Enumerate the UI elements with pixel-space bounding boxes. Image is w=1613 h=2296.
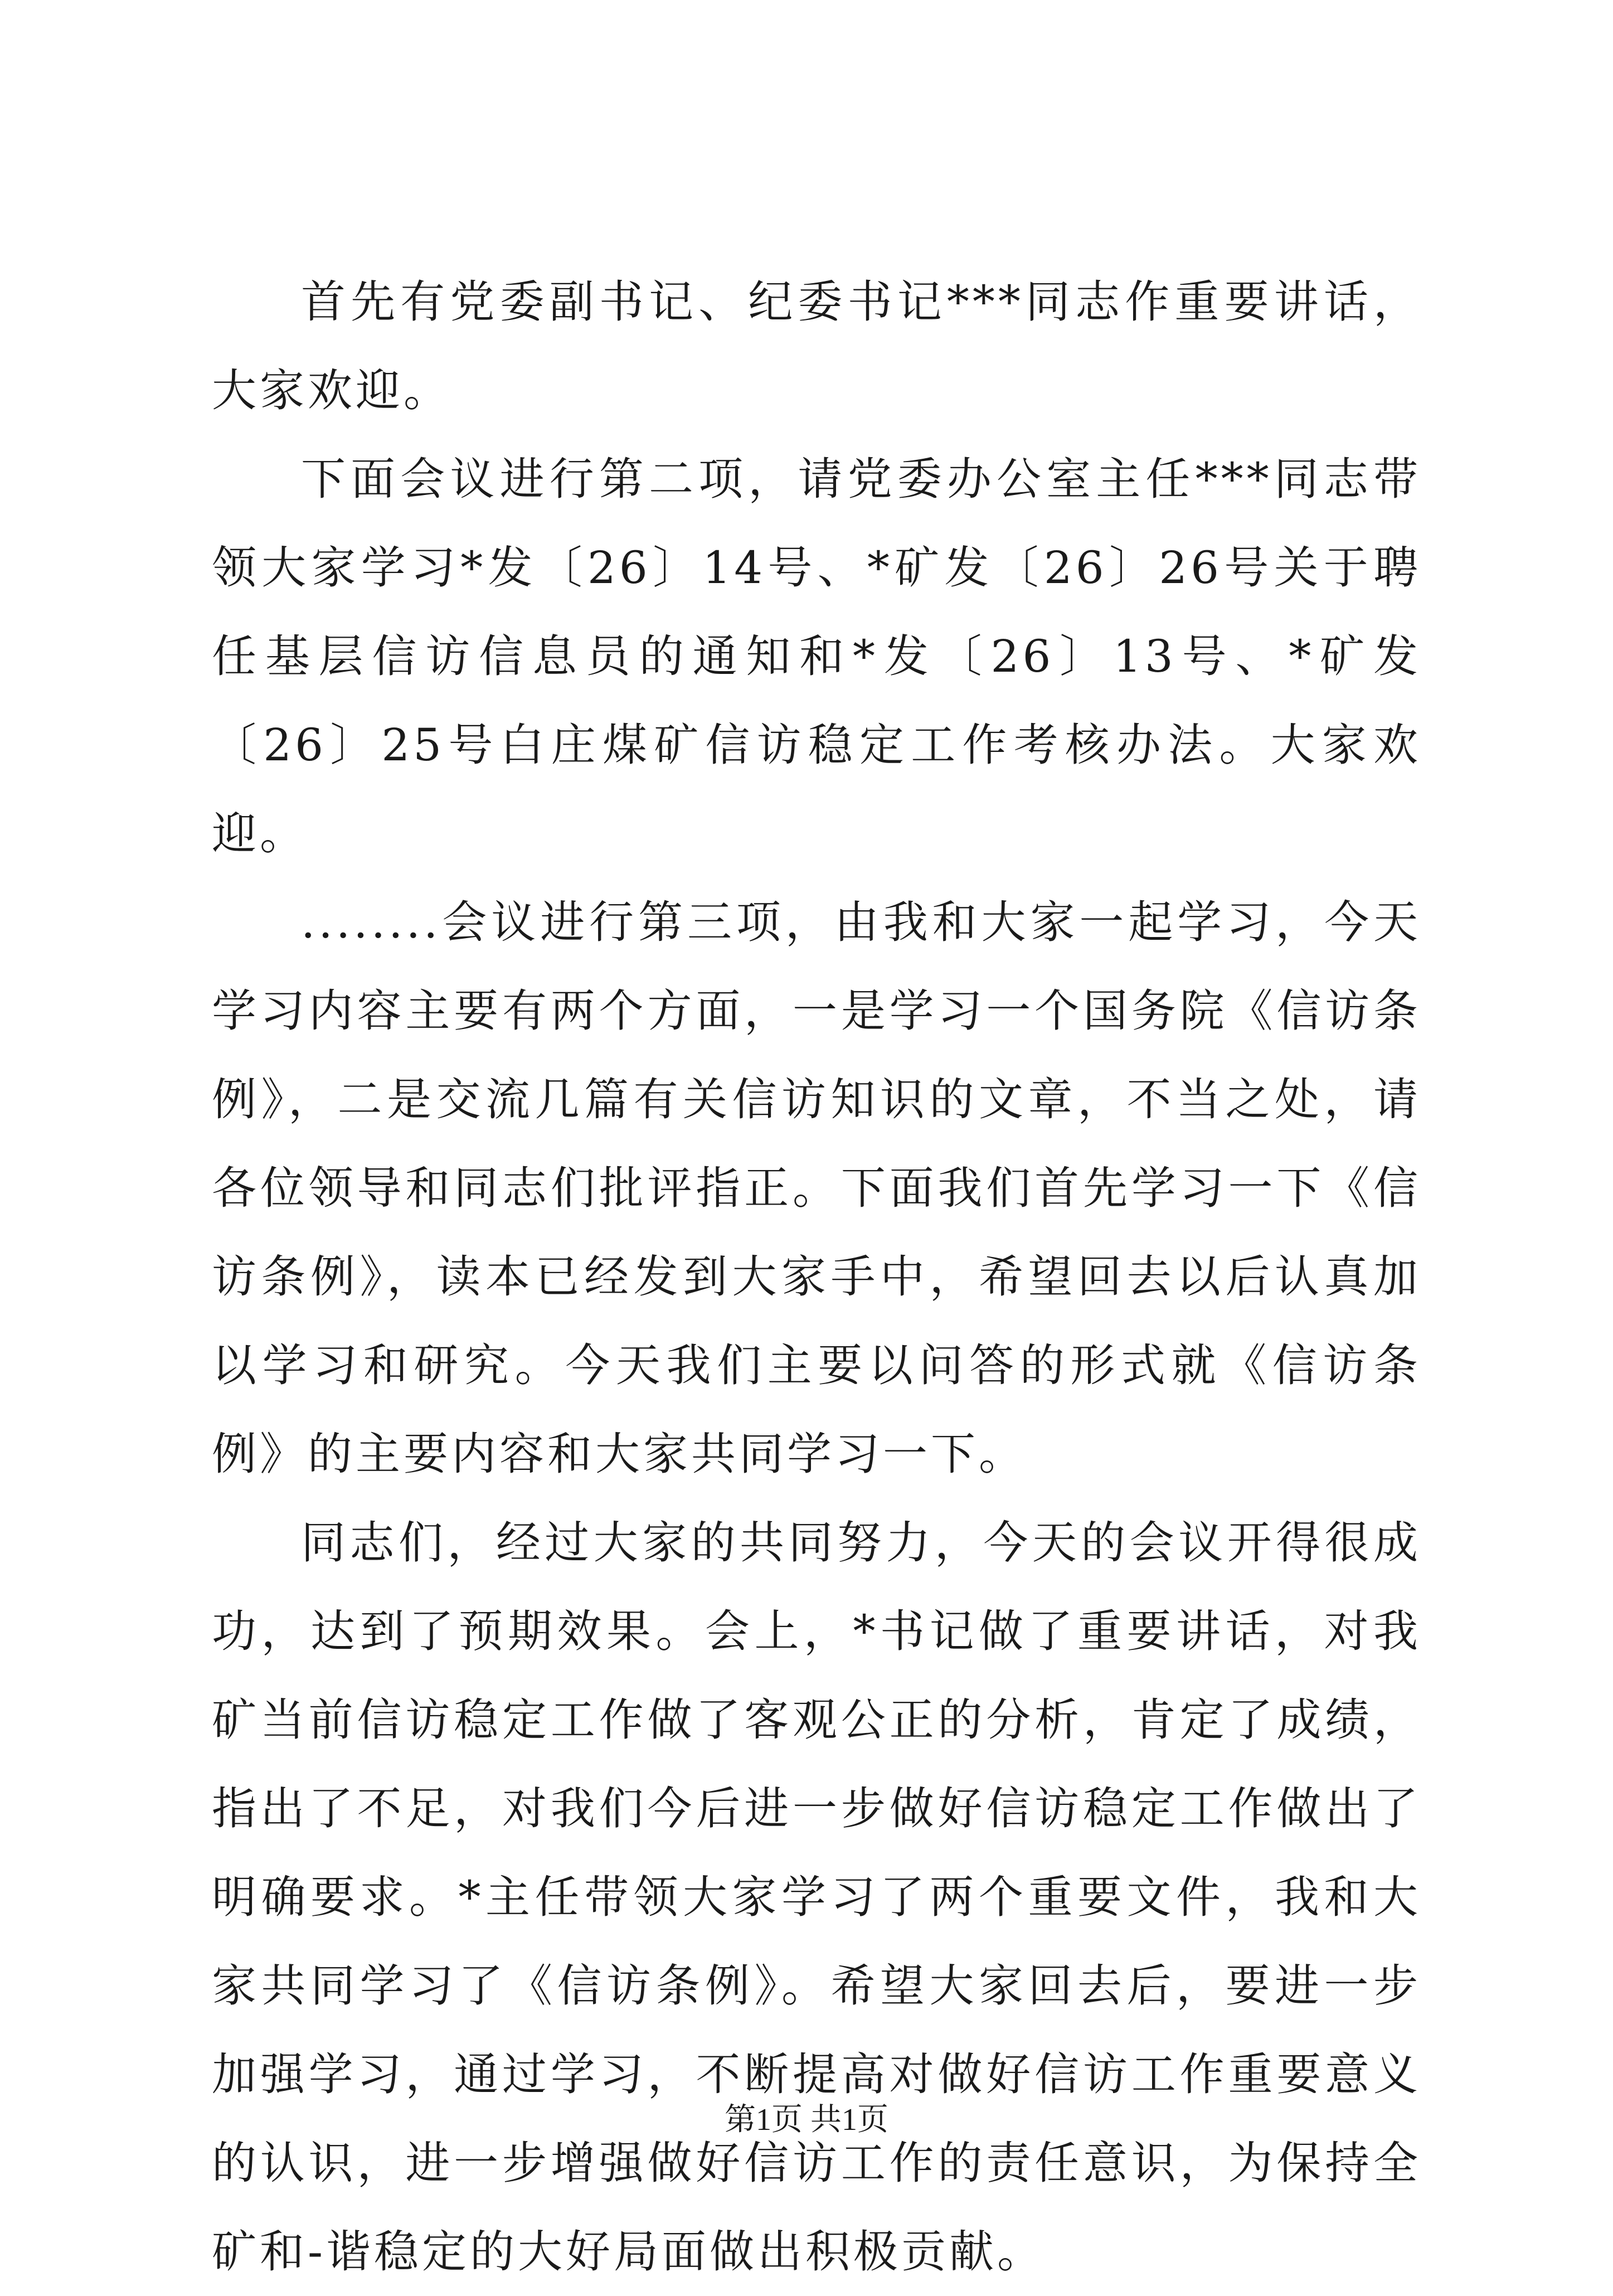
paragraph-4: 同志们，经过大家的共同努力，今天的会议开得很成功，达到了预期效果。会上，*书记做了重要讲话，对我矿当前信访稳定工作做了客观公正的分析，肯定了成绩，指出了不足，对我们今后进一步做好信访稳定工作做出了明确要求。*主任带领大家学习了两个重要文件，我和大家共同学习了《信访条例》。希望大家回去后，要进一步加强学习，通过学习，不断提高对做好信访工作重要意义的认识，进一步增强做好信访工作的责任意识，为保持全矿和-谐稳定的大好局面做出积极贡献。 <box>212 1517 1421 2278</box>
paragraph-2: 下面会议进行第二项，请党委办公室主任***同志带领大家学习*发〔26〕14号、*矿发〔26〕26号关于聘任基层信访信息员的通知和*发〔26〕13号、*矿发〔26〕25号白庄煤矿信访稳定工作考核办法。大家欢迎。 <box>212 453 1421 860</box>
page-footer: 第1页 共1页 <box>725 2103 888 2137</box>
paragraph-1: 首先有党委副书记、纪委书记***同志作重要讲话，大家欢迎。 <box>212 276 1421 416</box>
paragraph-3: ........会议进行第三项，由我和大家一起学习，今天学习内容主要有两个方面，一是学习一个国务院《信访条例》，二是交流几篇有关信访知识的文章，不当之处，请各位领导和同志们批评指正。下面我们首先学习一下《信访条例》，读本已经发到大家手中，希望回去以后认真加以学习和研究。今天我们主要以问答的形式就《信访条例》的主要内容和大家共同学习一下。 <box>212 896 1421 1480</box>
document-body <box>212 258 1421 2296</box>
